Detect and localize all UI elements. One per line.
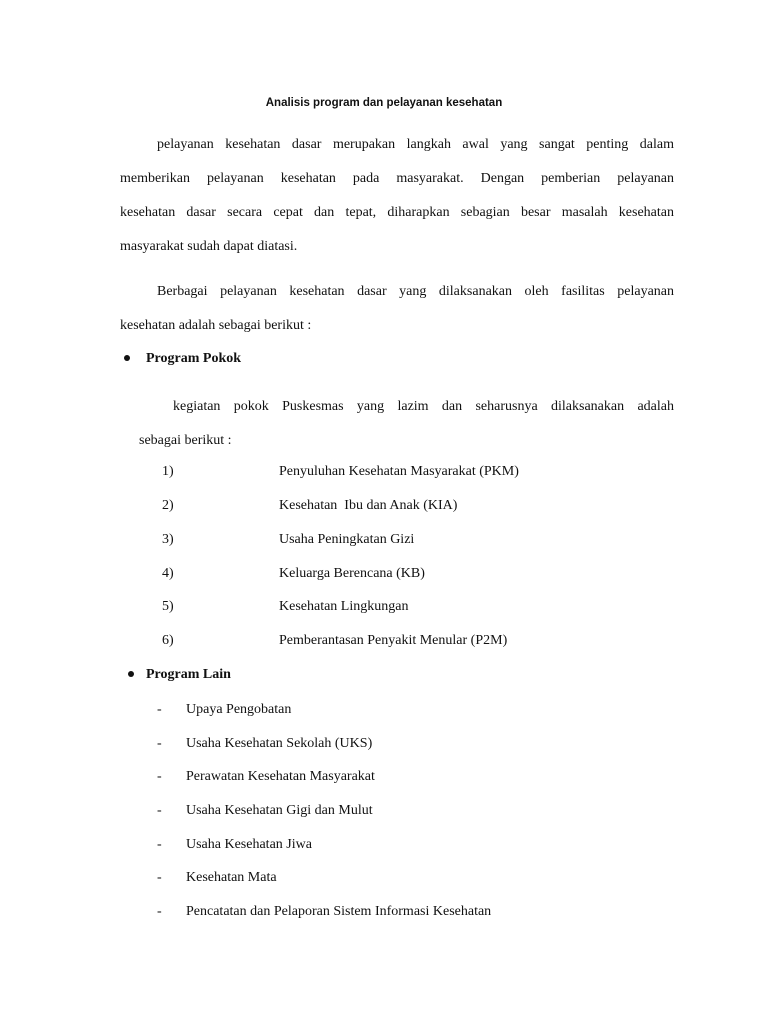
- item-text: Penyuluhan Kesehatan Masyarakat (PKM): [279, 464, 519, 479]
- dash-marker: -: [157, 870, 162, 885]
- list-item: [157, 702, 657, 722]
- list-item: [162, 599, 662, 619]
- list-item: [157, 803, 657, 823]
- item-number: 6): [162, 633, 174, 648]
- dash-marker: -: [157, 702, 162, 717]
- list-item: [162, 566, 662, 586]
- list-item: [162, 633, 662, 653]
- item-text: Usaha Peningkatan Gizi: [279, 532, 415, 547]
- list-item: [162, 464, 662, 484]
- dash-marker: -: [157, 769, 162, 784]
- item-number: 1): [162, 464, 174, 479]
- heading-text: Program Pokok: [146, 351, 242, 366]
- dash-marker: -: [157, 904, 162, 919]
- item-text: Pemberantasan Penyakit Menular (P2M): [279, 633, 508, 648]
- paragraph-services: [120, 275, 674, 343]
- item-text: Kesehatan Mata: [186, 870, 277, 885]
- dash-marker: -: [157, 837, 162, 852]
- paragraph-line: kegiatan pokok Puskesmas yang lazim dan seharusnya dilaksanakan adalah: [173, 399, 674, 414]
- item-text: Kesehatan Ibu dan Anak (KIA): [279, 498, 458, 513]
- list-item: [157, 837, 657, 857]
- item-text: Usaha Kesehatan Sekolah (UKS): [186, 736, 373, 751]
- list-item: [162, 498, 662, 518]
- paragraph-intro: [120, 128, 674, 264]
- paragraph-line: masyarakat sudah dapat diatasi.: [120, 239, 298, 254]
- item-text: Keluarga Berencana (KB): [279, 566, 425, 581]
- item-text: Pencatatan dan Pelaporan Sistem Informasi Kesehatan: [186, 904, 492, 919]
- item-text: Usaha Kesehatan Gigi dan Mulut: [186, 803, 373, 818]
- item-text: Usaha Kesehatan Jiwa: [186, 837, 312, 852]
- heading-text: Program Lain: [146, 667, 231, 682]
- list-item: [157, 736, 657, 756]
- paragraph-line: kesehatan dasar secara cepat dan tepat, diharapkan sebagian besar masalah kesehatan: [120, 205, 674, 220]
- dash-marker: -: [157, 803, 162, 818]
- list-item: [157, 870, 657, 890]
- section-heading-program-pokok: [124, 351, 241, 367]
- item-text: Upaya Pengobatan: [186, 702, 292, 717]
- paragraph-line: pelayanan kesehatan dasar merupakan langkah awal yang sangat penting dalam: [157, 137, 674, 152]
- item-number: 3): [162, 532, 174, 547]
- item-number: 4): [162, 566, 174, 581]
- item-number: 2): [162, 498, 174, 513]
- item-text: Perawatan Kesehatan Masyarakat: [186, 769, 375, 784]
- paragraph-kegiatan-pokok: [139, 390, 674, 458]
- bullet-icon: [128, 671, 134, 677]
- paragraph-line: memberikan pelayanan kesehatan pada masyarakat. Dengan pemberian pelayanan: [120, 171, 674, 186]
- paragraph-line: Berbagai pelayanan kesehatan dasar yang dilaksanakan oleh fasilitas pelayanan: [157, 284, 674, 299]
- paragraph-line: kesehatan adalah sebagai berikut :: [120, 318, 312, 333]
- paragraph-line: sebagai berikut :: [139, 433, 232, 448]
- section-heading-program-lain: [128, 667, 231, 683]
- list-item: [162, 532, 662, 552]
- dash-marker: -: [157, 736, 162, 751]
- list-item: [157, 904, 657, 924]
- document-title: Analisis program dan pelayanan kesehatan: [265, 97, 503, 109]
- item-number: 5): [162, 599, 174, 614]
- bullet-icon: [124, 355, 130, 361]
- item-text: Kesehatan Lingkungan: [279, 599, 409, 614]
- list-item: [157, 769, 657, 789]
